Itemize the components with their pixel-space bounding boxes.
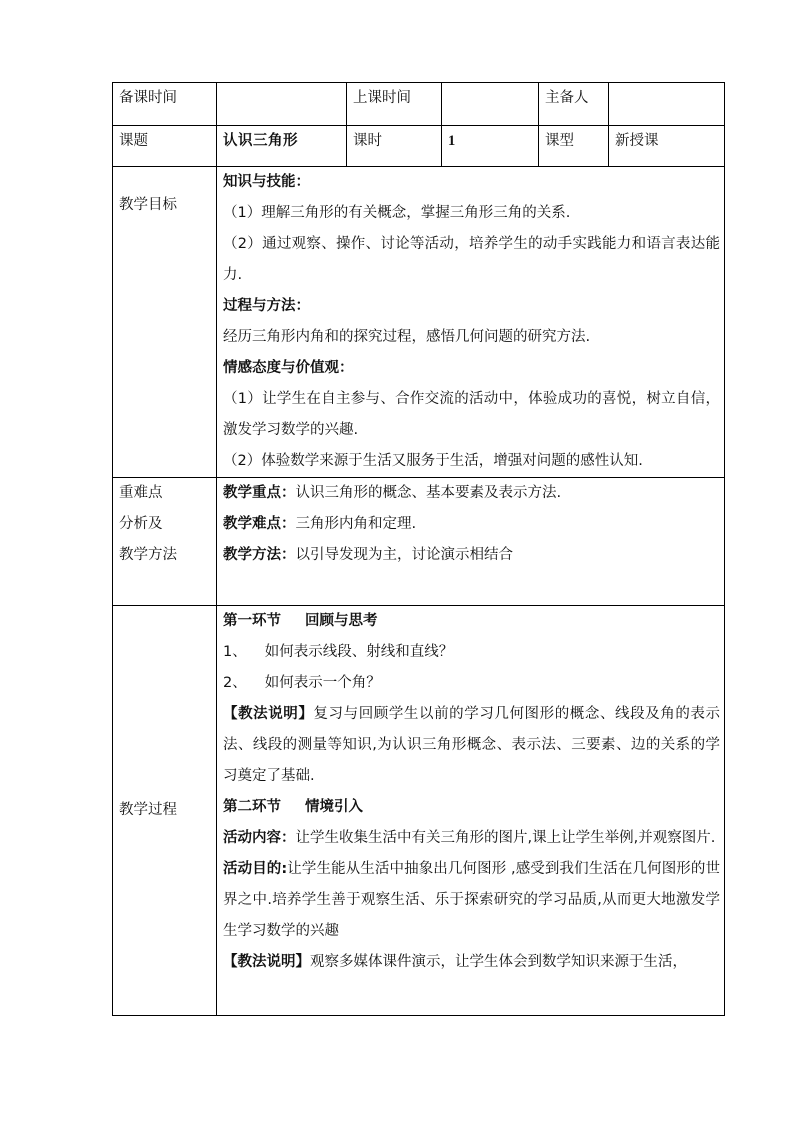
keypoints-label-3: 教学方法 [119,547,177,563]
emotion-heading: 情感态度与价值观： [223,360,354,376]
class-time-value [442,83,539,126]
keypoints-label-1: 重难点 [119,485,163,501]
section1-num: 第一环节 [223,613,281,629]
note-2 [223,947,720,978]
difficulty-text: 三角形内角和定理. [295,516,417,532]
process-row [113,606,725,1016]
section1-heading [223,606,720,637]
goals-label: 教学目标 [113,167,217,478]
note2-label: 【教法说明】 [223,954,310,970]
type-label: 课型 [539,126,609,167]
lesson-plan-table [112,82,725,1016]
type-value: 新授课 [609,126,725,167]
difficulty-line [223,509,720,540]
keypoints-label-2: 分析及 [119,516,163,532]
activity-text: 让学生收集生活中有关三角形的图片,课上让学生举例,并观察图片. [295,830,716,846]
hours-label: 课时 [347,126,442,167]
focus-text: 认识三角形的概念、基本要素及表示方法. [295,485,562,501]
section2-title: 情境引入 [305,799,363,815]
knowledge-item-1: （1）理解三角形的有关概念，掌握三角形三角的关系. [223,205,571,221]
emotion-item-1: （1）让学生在自主参与、合作交流的活动中，体验成功的喜悦，树立自信，激发学习数学的兴趣. [223,391,720,438]
method-text: 以引导发现为主，讨论演示相结合 [295,547,513,563]
note2-text: 观察多媒体课件演示，让学生体会到数学知识来源于生活， [310,954,687,970]
process-heading: 过程与方法： [223,298,310,314]
topic-label: 课题 [113,126,217,167]
goals-row [113,167,725,478]
topic-value: 认识三角形 [217,126,347,167]
section2-heading [223,792,720,823]
section1-title: 回顾与思考 [305,613,378,629]
prep-time-value [217,83,347,126]
prep-time-label: 备课时间 [113,83,217,126]
question-1 [223,637,720,668]
purpose-line [223,854,720,947]
method-line [223,540,720,571]
q2-text: 如何表示一个角？ [264,675,381,691]
keypoints-content [217,478,725,606]
keypoints-row [113,478,725,606]
keypoints-label [113,478,217,606]
knowledge-item-2: （2）通过观察、操作、讨论等活动，培养学生的动手实践能力和语言表达能力. [223,236,720,283]
process-item-1: 经历三角形内角和的探究过程，感悟几何问题的研究方法. [223,329,591,345]
method-label: 教学方法： [223,547,296,563]
purpose-label: 活动目的: [223,861,288,877]
lead-value [609,83,725,126]
note1-text: 复习与回顾学生以前的学习几何图形的概念、线段及角的表示法、线段的测量等知识,为认识三角形概念、表示法、三要素、边的关系的学习奠定了基础. [223,706,720,784]
process-label: 教学过程 [113,606,217,1016]
knowledge-heading: 知识与技能： [223,174,310,190]
goals-content [217,167,725,478]
hours-value: 1 [442,126,539,167]
focus-line [223,478,720,509]
process-content [217,606,725,1016]
question-2 [223,668,720,699]
header-row [113,83,725,126]
lead-label: 主备人 [539,83,609,126]
q1-text: 如何表示线段、射线和直线？ [264,644,454,660]
focus-label: 教学重点： [223,485,296,501]
difficulty-label: 教学难点： [223,516,296,532]
activity-line [223,823,720,854]
class-time-label: 上课时间 [347,83,442,126]
note-1 [223,699,720,792]
topic-row [113,126,725,167]
note1-label: 【教法说明】 [223,706,314,722]
activity-label: 活动内容： [223,830,296,846]
q2-num: 2、 [223,675,247,691]
q1-num: 1、 [223,644,247,660]
section2-num: 第二环节 [223,799,281,815]
emotion-item-2: （2）体验数学来源于生活又服务于生活，增强对问题的感性认知. [223,453,643,469]
purpose-text: 让学生能从生活中抽象出几何图形 ,感受到我们生活在几何图形的世界之中.培养学生善于观察生活、乐于探索研究的学习品质,从而更大地激发学生学习数学的兴趣 [223,861,720,939]
